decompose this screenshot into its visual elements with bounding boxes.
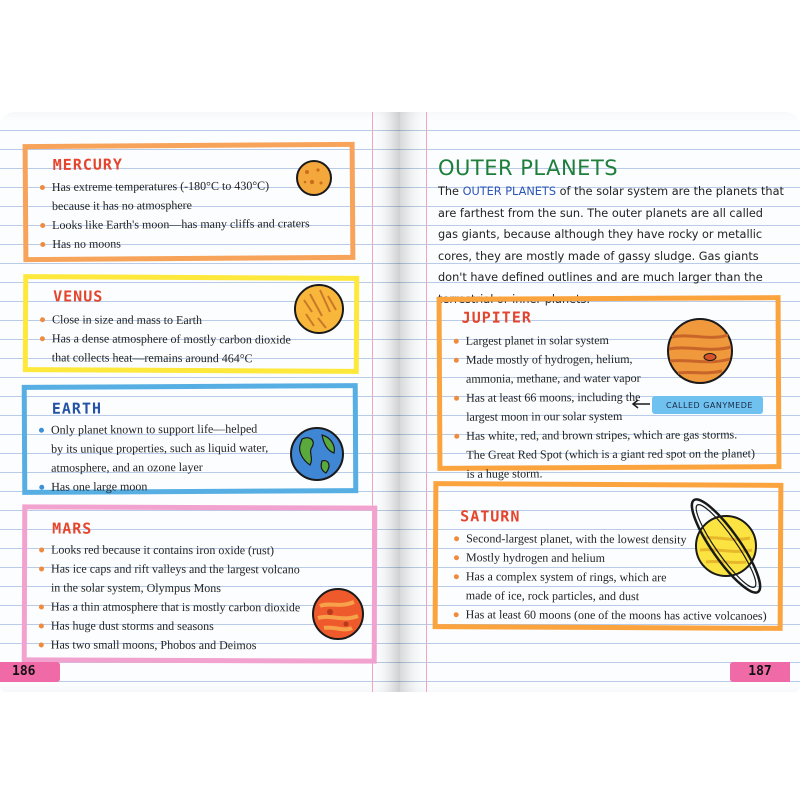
fact-text: because it has no atmosphere — [51, 197, 193, 213]
fact-text: Has ice caps and rift valleys and the largest volcano — [51, 561, 300, 577]
fact-text: Has a dense atmosphere of mostly carbon dioxide — [51, 331, 291, 347]
right-page — [400, 112, 800, 692]
page-number-left: 186 — [0, 662, 60, 682]
fact-text: largest moon in our solar system — [466, 408, 623, 424]
list-item: Has a thin atmosphere that is mostly carbon dioxide — [39, 597, 369, 617]
fact-text: atmosphere, and an ozone layer — [51, 459, 203, 475]
list-item: Largest planet in solar system — [454, 330, 784, 351]
card-title: MERCURY — [52, 155, 124, 174]
fact-list — [39, 419, 309, 496]
page-number-right: 187 — [730, 662, 790, 682]
earth-planet-icon — [288, 425, 346, 483]
intro-paragraph — [438, 181, 788, 310]
list-item — [39, 419, 309, 477]
list-item: Looks red because it contains iron oxide (rust) — [39, 540, 369, 560]
fact-text: Has white, red, and brown stripes, which are gas storms. — [466, 427, 738, 443]
card-title: VENUS — [53, 287, 104, 306]
list-item: Has huge dust storms and seasons — [39, 616, 369, 636]
ganymede-callout: CALLED GANYMEDE — [652, 396, 763, 414]
fact-text: The Great Red Spot (which is a giant red spot on the planet) — [466, 446, 756, 462]
margin-line — [426, 112, 427, 692]
list-item: Mostly hydrogen and helium — [454, 548, 784, 569]
card-title: EARTH — [51, 399, 103, 418]
fact-text: in the solar system, Olympus Mons — [50, 580, 222, 596]
intro-text: of the solar system are the planets that — [556, 185, 784, 198]
list-item: Close in size and mass to Earth — [40, 310, 340, 331]
list-item: Second-largest planet, with the lowest density — [454, 529, 784, 550]
intro-text: gas giants, because although they have rocky or metallic — [438, 228, 763, 241]
intro-text: don't have defined outlines and are much larger than the — [438, 271, 763, 284]
intro-text: The — [438, 185, 463, 198]
list-item: Has two small moons, Phobos and Deimos — [39, 635, 369, 655]
fact-text: Has extreme temperatures (-180°C to 430°C) — [51, 178, 270, 194]
list-item: Has one large moon — [39, 476, 309, 496]
mercury-planet-icon — [294, 158, 334, 198]
list-item: Has no moons — [40, 233, 350, 254]
jupiter-planet-icon — [664, 315, 736, 387]
fact-text: Only planet known to support life—helped — [50, 421, 258, 437]
section-heading: OUTER PLANETS — [438, 156, 619, 180]
list-item — [454, 425, 784, 484]
intro-text: are farthest from the sun. The outer planets are all called — [438, 206, 763, 220]
fact-text: by its unique properties, such as liquid water, — [51, 440, 269, 456]
mars-planet-icon — [310, 586, 366, 642]
list-item: Looks like Earth's moon—has many cliffs and craters — [40, 214, 350, 235]
fact-text: that collects heat—remains around 464°C — [51, 350, 253, 366]
card-title: JUPITER — [461, 308, 532, 327]
fact-text: is a huge storm. — [466, 466, 543, 481]
saturn-planet-icon — [670, 486, 780, 606]
intro-highlight: OUTER PLANETS — [462, 185, 557, 198]
fact-text: made of ice, rock particles, and dust — [465, 588, 640, 604]
venus-planet-icon — [292, 282, 346, 336]
card-title: MARS — [52, 519, 93, 538]
intro-text: terrestrial or inner planets. — [438, 292, 590, 306]
fact-text: ammonia, methane, and water vapor — [465, 370, 641, 386]
fact-text: Made mostly of hydrogen, helium, — [465, 351, 633, 367]
arrow-icon — [630, 399, 652, 409]
open-book — [0, 112, 800, 692]
left-page — [0, 112, 400, 692]
fact-text: Has at least 66 moons, including the — [466, 389, 641, 405]
intro-text: cores, they are mostly made of gassy sludge. Gas giants — [438, 249, 759, 263]
list-item: Has at least 60 moons (one of the moons has active volcanoes) — [454, 605, 784, 626]
card-title: SATURN — [460, 507, 521, 526]
fact-text: Has a complex system of rings, which are — [465, 569, 667, 585]
